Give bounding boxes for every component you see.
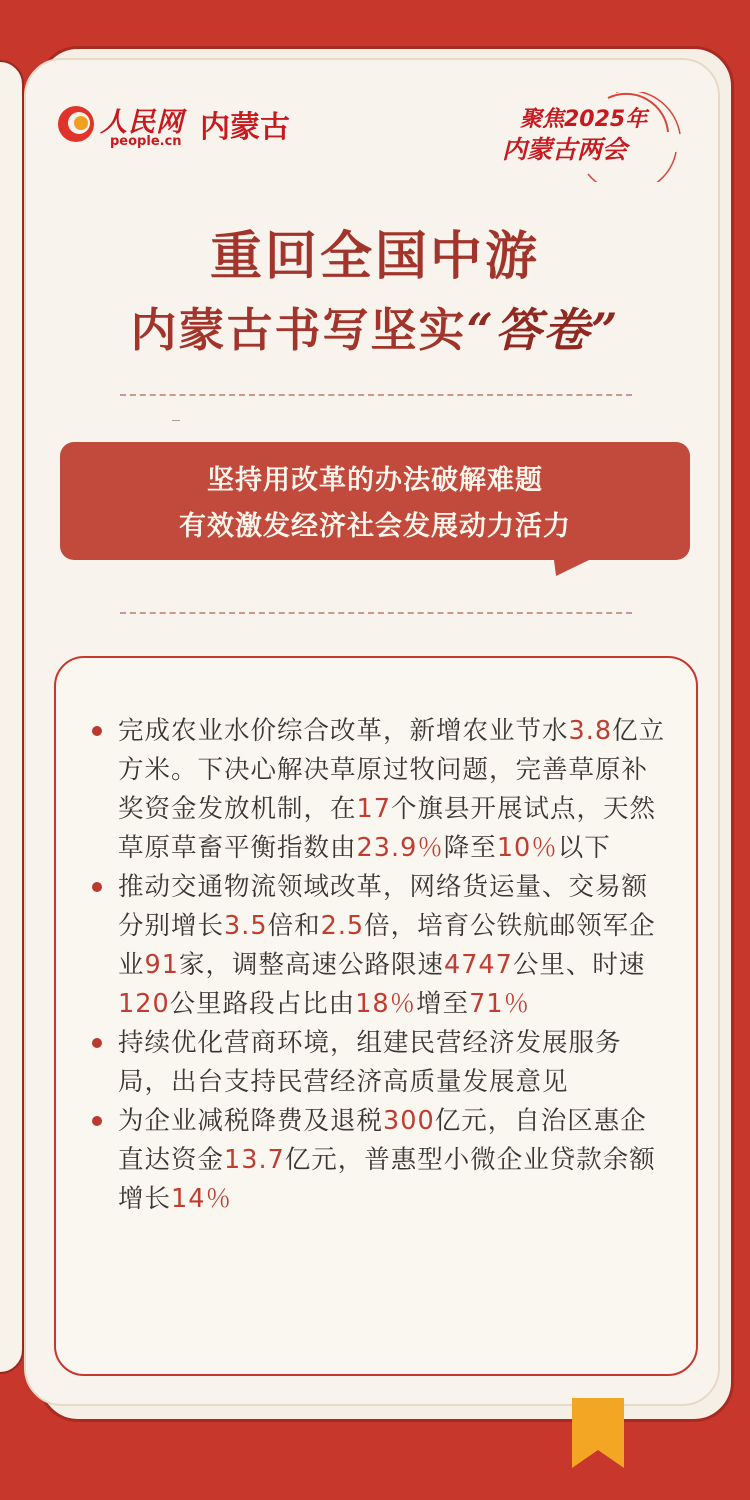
title-line-2-highlight: “答卷” xyxy=(466,303,620,357)
highlight-number: 4747 xyxy=(443,950,513,980)
highlight-number: 3.5 xyxy=(224,911,268,941)
highlight-number: 91 xyxy=(144,950,179,980)
item-text: 降至 xyxy=(443,833,497,863)
speech-tail-icon xyxy=(552,544,622,578)
session-stamp xyxy=(488,92,688,182)
item-text: 增至 xyxy=(416,989,470,1019)
divider-top xyxy=(120,394,632,396)
item-text: 亿立方米。下决心解决草原过牧问题，完善草原补奖资金发放机制，在 xyxy=(118,716,666,824)
people-logo-icon xyxy=(56,104,96,144)
banner-line-1: 坚持用改革的办法破解难题 xyxy=(207,465,543,496)
item-text: 倍，培育公铁航邮领军企业 xyxy=(118,911,656,980)
item-text: 倍和 xyxy=(267,911,321,941)
stamp-line-2: 内蒙古两会 xyxy=(502,135,628,164)
stamp-line-1: 聚焦2025年 xyxy=(520,107,648,132)
item-text: 为企业减税降费及退税 xyxy=(118,1106,384,1136)
bullet-dot-icon xyxy=(92,1038,102,1048)
list-item xyxy=(92,868,667,1024)
item-text: 推动交通物流领域改革，网络货运量、交易额分别增长 xyxy=(118,872,649,941)
item-text: 个旗县开展试点，天然草原草畜平衡指数由 xyxy=(118,794,656,863)
highlight-number: 71％ xyxy=(469,989,531,1019)
page-title-line-1: 重回全国中游 xyxy=(209,227,540,287)
item-text: 亿元，普惠型小微企业贷款余额增长 xyxy=(118,1145,656,1214)
list-item xyxy=(92,1024,667,1102)
logo-domain: people.cn xyxy=(110,134,182,149)
region-name: 内蒙古 xyxy=(200,110,290,145)
item-text: 公里路段占比由 xyxy=(169,989,356,1019)
highlight-number: 300 xyxy=(383,1106,435,1136)
list-item xyxy=(92,1102,667,1219)
bullet-dot-icon xyxy=(92,882,102,892)
bullet-dot-icon xyxy=(92,726,102,736)
banner-line-2: 有效激发经济社会发展动力活力 xyxy=(179,511,571,542)
logo-chinese-name: 人民网 xyxy=(100,107,184,138)
divider-mark xyxy=(172,420,180,421)
bookmark-ribbon-icon xyxy=(572,1398,624,1468)
page-title-line-2 xyxy=(0,294,750,360)
item-text: 以下 xyxy=(557,833,611,863)
highlight-number: 23.9％ xyxy=(356,833,444,863)
people-daily-logo xyxy=(56,104,316,154)
bullet-dot-icon xyxy=(92,1116,102,1126)
measures-list xyxy=(92,712,667,1219)
highlight-number: 3.8 xyxy=(568,716,613,746)
highlight-number: 120 xyxy=(118,989,170,1019)
item-text: 亿元，自治区惠企直达资金 xyxy=(118,1106,647,1175)
list-item xyxy=(92,712,667,868)
item-text: 完成农业水价综合改革，新增农业节水 xyxy=(118,716,569,746)
item-text: 家，调整高速公路限速 xyxy=(178,950,444,980)
highlight-number: 2.5 xyxy=(320,911,365,941)
title-line-2-main: 内蒙古书写坚实 xyxy=(130,303,467,357)
highlight-number: 18％ xyxy=(355,989,417,1019)
divider-bottom xyxy=(120,612,632,614)
highlight-number: 14％ xyxy=(171,1184,232,1214)
item-text: 持续优化营商环境，组建民营经济发展服务局，出台支持民营经济高质量发展意见 xyxy=(118,1028,622,1097)
highlight-number: 10％ xyxy=(496,833,558,863)
highlight-number: 13.7 xyxy=(224,1145,285,1175)
item-text: 公里、时速 xyxy=(512,950,646,980)
highlight-number: 17 xyxy=(356,794,391,824)
